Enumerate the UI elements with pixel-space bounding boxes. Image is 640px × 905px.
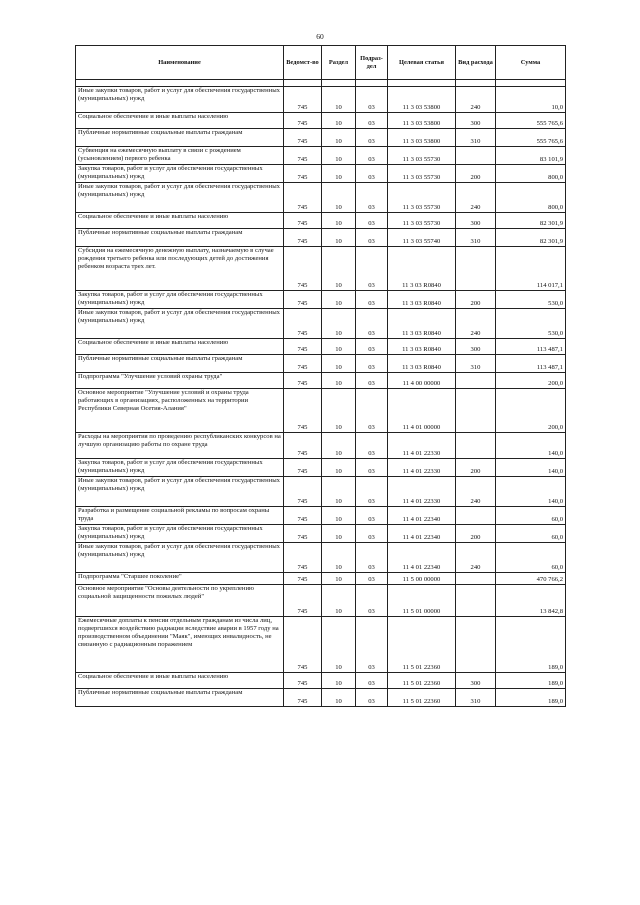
table-body [76,87,566,707]
cell-ved: 745 [284,183,322,213]
cell-razd: 10 [322,573,356,585]
cell-sum: 140,0 [496,433,566,459]
cell-name: Разработка и размещение социальной рекламы по вопросам охраны труда [76,507,284,525]
cell-sum: 470 766,2 [496,573,566,585]
cell-razd: 10 [322,585,356,617]
cell-razd: 10 [322,689,356,707]
cell-name: Публичные нормативные социальные выплаты гражданам [76,229,284,247]
table-row [76,355,566,373]
cell-sum: 189,0 [496,617,566,673]
cell-name: Субсидия на ежемесячную денежную выплату, назначаемую в случае рождения третьего ребенка или последующих детей до достижения ребенком возраста трех лет. [76,247,284,291]
cell-pod: 03 [356,477,388,507]
cell-ved: 745 [284,129,322,147]
cell-pod: 03 [356,291,388,309]
cell-razd: 10 [322,617,356,673]
cell-sum: 140,0 [496,477,566,507]
cell-pod: 03 [356,585,388,617]
cell-ved: 745 [284,113,322,129]
cell-sum: 189,0 [496,689,566,707]
cell-razd: 10 [322,291,356,309]
cell-vid: 240 [456,309,496,339]
cell-cel: 11 3 03 R0840 [388,291,456,309]
cell-vid: 300 [456,213,496,229]
cell-vid: 240 [456,87,496,113]
cell-ved: 745 [284,373,322,389]
cell-ved: 745 [284,247,322,291]
cell-cel: 11 5 01 22360 [388,673,456,689]
cell-vid: 240 [456,477,496,507]
cell-ved: 745 [284,165,322,183]
cell-sum: 60,0 [496,525,566,543]
cell-sum: 530,0 [496,309,566,339]
cell-name: Закупка товаров, работ и услуг для обеспечения государственных (муниципальных) нужд [76,291,284,309]
cell-razd: 10 [322,477,356,507]
cell-cel: 11 3 03 R0840 [388,247,456,291]
cell-pod: 03 [356,543,388,573]
cell-cel: 11 4 01 22340 [388,525,456,543]
table-row [76,689,566,707]
cell-ved: 745 [284,229,322,247]
cell-sum: 200,0 [496,373,566,389]
cell-sum: 555 765,6 [496,113,566,129]
cell-vid: 300 [456,339,496,355]
cell-pod: 03 [356,355,388,373]
table-row [76,309,566,339]
cell-name: Социальное обеспечение и иные выплаты населению [76,213,284,229]
cell-ved: 745 [284,389,322,433]
cell-razd: 10 [322,229,356,247]
table-row [76,459,566,477]
cell-ved: 745 [284,477,322,507]
cell-ved: 745 [284,585,322,617]
table-row [76,389,566,433]
cell-vid: 200 [456,525,496,543]
header-razd: Раздел [322,46,356,80]
table-row [76,573,566,585]
table-row [76,129,566,147]
cell-cel: 11 4 01 22340 [388,543,456,573]
header-cel: Целевая статья [388,46,456,80]
cell-pod: 03 [356,183,388,213]
table-row [76,165,566,183]
cell-razd: 10 [322,673,356,689]
cell-cel: 11 3 03 55730 [388,213,456,229]
cell-pod: 03 [356,309,388,339]
cell-name: Основное мероприятие "Основы деятельности по укреплению социальной защищенности пожилых людей" [76,585,284,617]
table-row [76,617,566,673]
cell-name: Иные закупки товаров, работ и услуг для обеспечения государственных (муниципальных) нужд [76,543,284,573]
cell-name: Закупка товаров, работ и услуг для обеспечения государственных (муниципальных) нужд [76,459,284,477]
cell-name: Подпрограмма "Улучшение условий охраны труда" [76,373,284,389]
cell-name: Публичные нормативные социальные выплаты гражданам [76,355,284,373]
cell-ved: 745 [284,433,322,459]
cell-sum: 82 301,9 [496,229,566,247]
cell-razd: 10 [322,113,356,129]
cell-pod: 03 [356,129,388,147]
cell-cel: 11 3 03 R0840 [388,339,456,355]
cell-pod: 03 [356,573,388,585]
cell-razd: 10 [322,543,356,573]
table-row [76,585,566,617]
cell-name: Иные закупки товаров, работ и услуг для обеспечения государственных (муниципальных) нужд [76,309,284,339]
cell-cel: 11 3 03 53800 [388,87,456,113]
cell-cel: 11 4 01 22340 [388,507,456,525]
table-row [76,433,566,459]
cell-cel: 11 3 03 53800 [388,129,456,147]
header-name: Наименование [76,46,284,80]
cell-sum: 60,0 [496,507,566,525]
cell-cel: 11 5 01 00000 [388,585,456,617]
cell-pod: 03 [356,247,388,291]
cell-vid [456,247,496,291]
cell-cel: 11 3 03 55730 [388,165,456,183]
cell-cel: 11 3 03 55740 [388,229,456,247]
cell-vid [456,573,496,585]
cell-ved: 745 [284,525,322,543]
table-row [76,673,566,689]
cell-vid: 200 [456,291,496,309]
cell-pod: 03 [356,459,388,477]
cell-cel: 11 4 01 00000 [388,389,456,433]
cell-ved: 745 [284,213,322,229]
cell-sum: 13 842,8 [496,585,566,617]
table-row [76,183,566,213]
cell-vid: 240 [456,183,496,213]
cell-pod: 03 [356,213,388,229]
cell-vid: 300 [456,113,496,129]
cell-cel: 11 3 03 R0840 [388,355,456,373]
cell-ved: 745 [284,689,322,707]
cell-vid: 300 [456,673,496,689]
cell-ved: 745 [284,573,322,585]
cell-pod: 03 [356,689,388,707]
table-row [76,291,566,309]
cell-vid: 200 [456,459,496,477]
cell-pod: 03 [356,113,388,129]
cell-sum: 82 301,9 [496,213,566,229]
cell-sum: 113 487,1 [496,339,566,355]
cell-vid: 240 [456,543,496,573]
cell-cel: 11 4 01 22330 [388,477,456,507]
cell-name: Социальное обеспечение и иные выплаты населению [76,339,284,355]
cell-sum: 189,0 [496,673,566,689]
table-row [76,213,566,229]
table-row [76,247,566,291]
cell-cel: 11 3 03 53800 [388,113,456,129]
cell-vid: 310 [456,689,496,707]
cell-vid [456,433,496,459]
table-row [76,339,566,355]
cell-ved: 745 [284,507,322,525]
cell-pod: 03 [356,507,388,525]
header-sum: Сумма [496,46,566,80]
table-header-row [76,46,566,80]
cell-name: Иные закупки товаров, работ и услуг для обеспечения государственных (муниципальных) нужд [76,477,284,507]
cell-cel: 11 3 03 55730 [388,183,456,213]
cell-cel: 11 3 03 R0840 [388,309,456,339]
cell-razd: 10 [322,339,356,355]
cell-razd: 10 [322,507,356,525]
cell-pod: 03 [356,373,388,389]
cell-name: Закупка товаров, работ и услуг для обеспечения государственных (муниципальных) нужд [76,525,284,543]
cell-pod: 03 [356,389,388,433]
table-row [76,113,566,129]
cell-name: Закупка товаров, работ и услуг для обеспечения государственных (муниципальных) нужд [76,165,284,183]
budget-table [75,45,566,707]
cell-razd: 10 [322,389,356,433]
cell-vid: 200 [456,165,496,183]
table-row [76,507,566,525]
table-row [76,525,566,543]
header-vid: Вид расхода [456,46,496,80]
cell-name: Подпрограмма "Старшее поколение" [76,573,284,585]
cell-razd: 10 [322,459,356,477]
cell-ved: 745 [284,543,322,573]
cell-ved: 745 [284,87,322,113]
cell-pod: 03 [356,673,388,689]
cell-name: Основное мероприятие "Улучшение условий и охраны труда работающих в организациях, расположенных на территории Республики Северная Осетия-Алания" [76,389,284,433]
cell-vid: 310 [456,129,496,147]
cell-razd: 10 [322,355,356,373]
table-row [76,87,566,113]
cell-cel: 11 4 00 00000 [388,373,456,389]
cell-sum: 530,0 [496,291,566,309]
cell-sum: 800,0 [496,165,566,183]
cell-razd: 10 [322,183,356,213]
cell-cel: 11 5 01 22360 [388,689,456,707]
cell-ved: 745 [284,309,322,339]
cell-sum: 113 487,1 [496,355,566,373]
cell-sum: 800,0 [496,183,566,213]
cell-razd: 10 [322,87,356,113]
cell-razd: 10 [322,373,356,389]
cell-sum: 10,0 [496,87,566,113]
cell-pod: 03 [356,147,388,165]
cell-name: Социальное обеспечение и иные выплаты населению [76,113,284,129]
cell-razd: 10 [322,165,356,183]
cell-razd: 10 [322,309,356,339]
cell-ved: 745 [284,459,322,477]
table-row [76,147,566,165]
cell-vid [456,373,496,389]
cell-name: Иные закупки товаров, работ и услуг для обеспечения государственных (муниципальных) нужд [76,87,284,113]
page-number: 60 [316,32,324,41]
cell-pod: 03 [356,617,388,673]
cell-name: Социальное обеспечение и иные выплаты населению [76,673,284,689]
cell-razd: 10 [322,129,356,147]
cell-razd: 10 [322,213,356,229]
cell-name: Иные закупки товаров, работ и услуг для обеспечения государственных (муниципальных) нужд [76,183,284,213]
cell-name: Субвенция на ежемесячную выплату в связи с рождением (усыновлением) первого ребенка [76,147,284,165]
cell-sum: 114 017,1 [496,247,566,291]
cell-cel: 11 4 01 22330 [388,459,456,477]
cell-name: Публичные нормативные социальные выплаты гражданам [76,689,284,707]
cell-name: Ежемесячные доплаты к пенсии отдельным гражданам из числа лиц, подвергшихся воздействию радиации вследствие аварии в 1957 году на производственном объединении "Маяк", имеющих инвалидность, не связанную с радиационным поражением [76,617,284,673]
cell-pod: 03 [356,525,388,543]
cell-sum: 555 765,6 [496,129,566,147]
cell-ved: 745 [284,339,322,355]
cell-razd: 10 [322,525,356,543]
cell-ved: 745 [284,291,322,309]
cell-sum: 60,0 [496,543,566,573]
cell-ved: 745 [284,355,322,373]
cell-cel: 11 5 01 22360 [388,617,456,673]
cell-vid [456,147,496,165]
header-pod: Подраз-дел [356,46,388,80]
cell-pod: 03 [356,339,388,355]
cell-ved: 745 [284,617,322,673]
table-row [76,543,566,573]
cell-pod: 03 [356,229,388,247]
cell-cel: 11 4 01 22330 [388,433,456,459]
table-row [76,373,566,389]
cell-pod: 03 [356,87,388,113]
cell-razd: 10 [322,247,356,291]
cell-sum: 83 101,9 [496,147,566,165]
table-row [76,477,566,507]
cell-vid [456,389,496,433]
cell-vid: 310 [456,355,496,373]
cell-vid [456,617,496,673]
cell-razd: 10 [322,433,356,459]
cell-ved: 745 [284,147,322,165]
cell-name: Расходы на мероприятия по проведению республиканских конкурсов на лучшую организацию работы по охране труда [76,433,284,459]
cell-sum: 140,0 [496,459,566,477]
cell-vid [456,507,496,525]
cell-ved: 745 [284,673,322,689]
cell-cel: 11 5 00 00000 [388,573,456,585]
header-spacer-row [76,80,566,87]
cell-vid [456,585,496,617]
cell-sum: 200,0 [496,389,566,433]
cell-name: Публичные нормативные социальные выплаты гражданам [76,129,284,147]
cell-pod: 03 [356,433,388,459]
table-row [76,229,566,247]
cell-vid: 310 [456,229,496,247]
header-ved: Ведомст-во [284,46,322,80]
cell-razd: 10 [322,147,356,165]
cell-cel: 11 3 03 55730 [388,147,456,165]
cell-pod: 03 [356,165,388,183]
